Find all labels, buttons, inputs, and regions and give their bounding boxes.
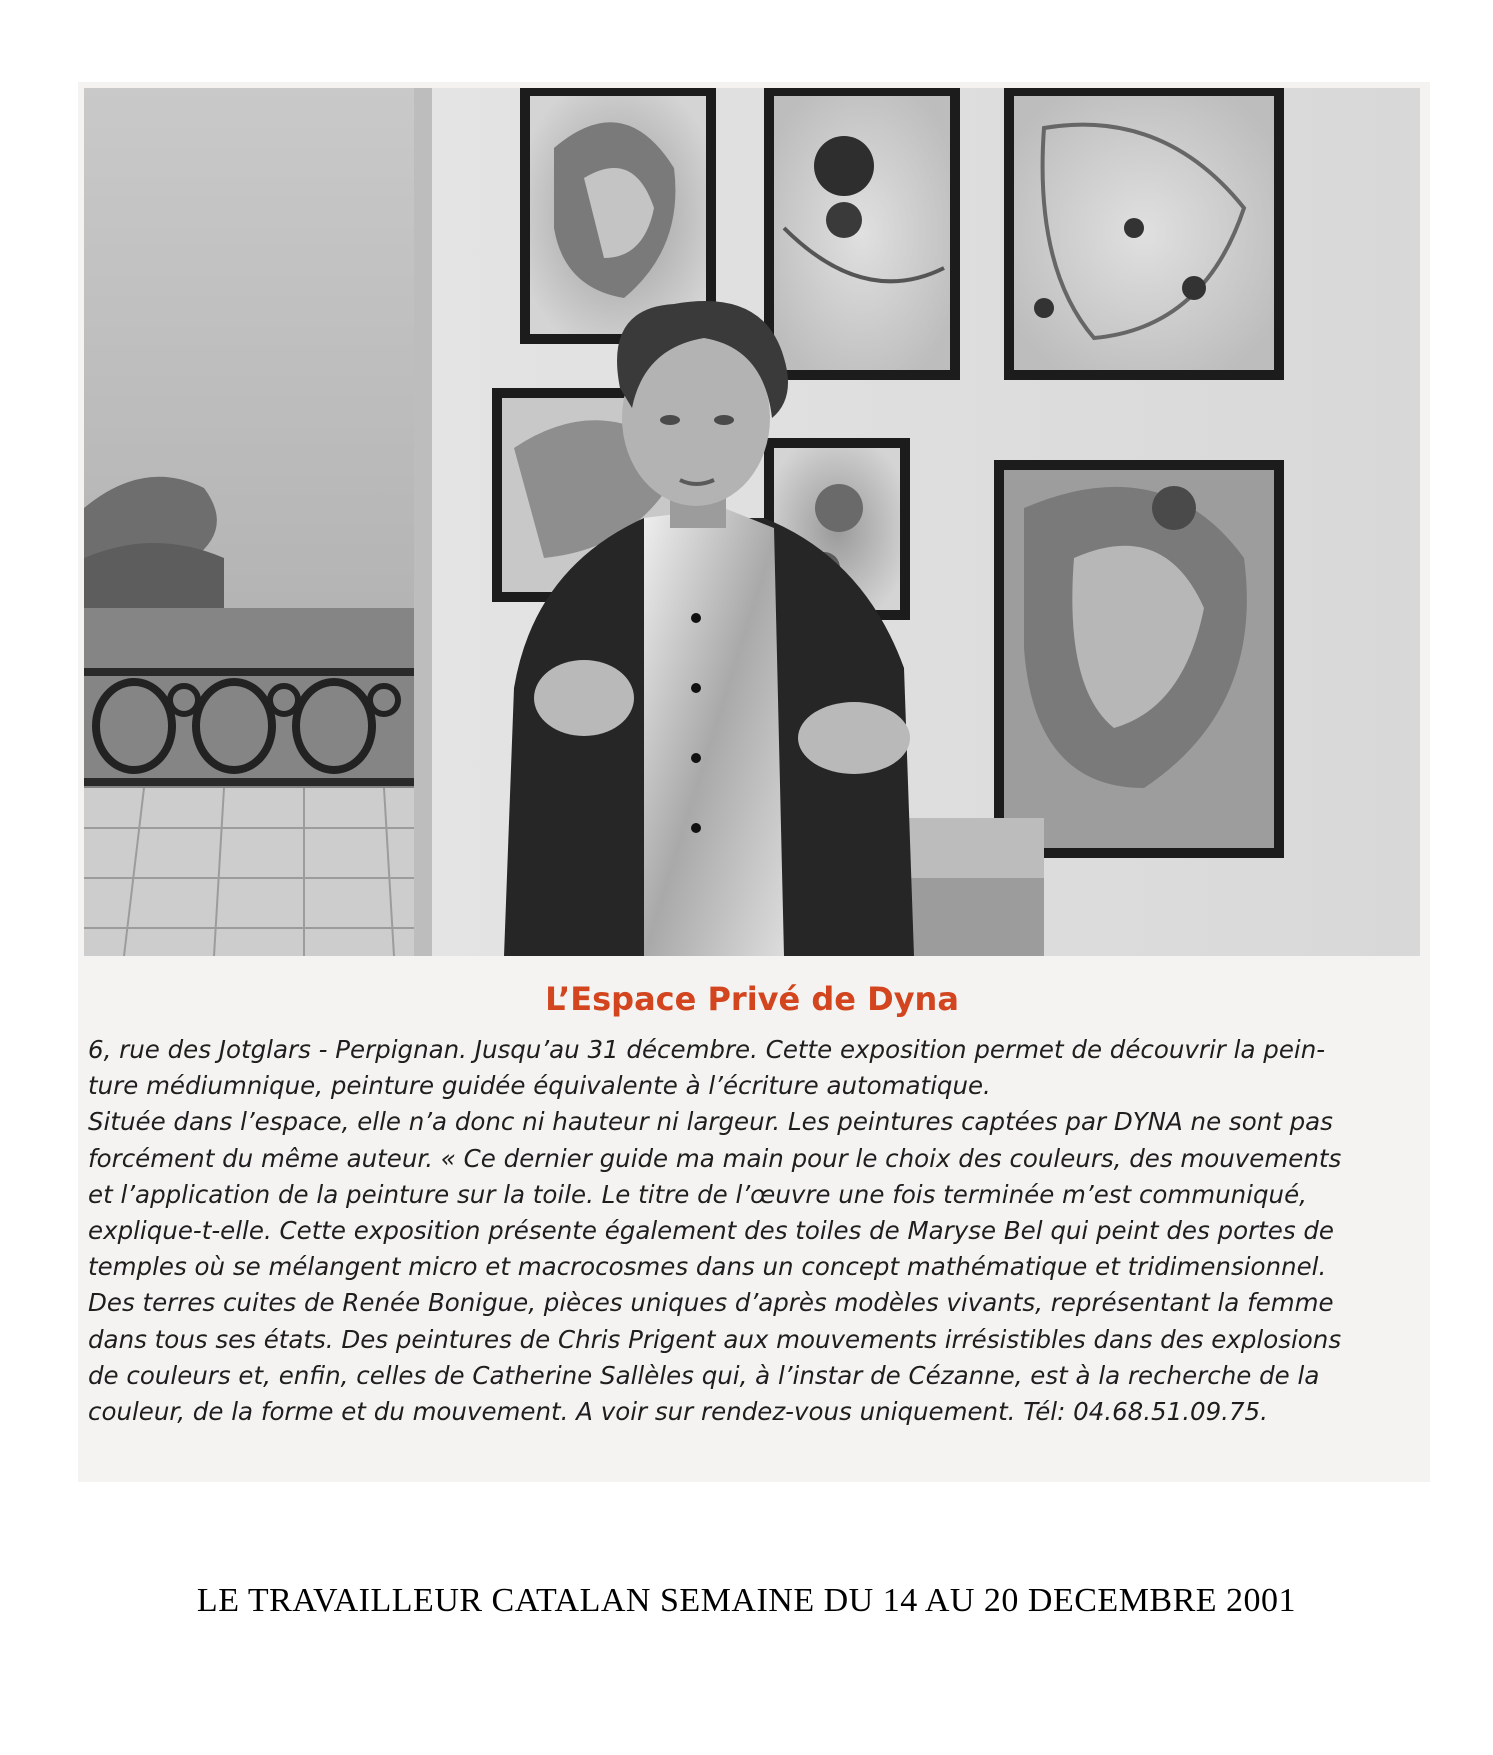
article-line: explique-t-elle. Cette exposition présente également des toiles de Maryse Bel qui peint des portes de	[88, 1216, 1335, 1246]
article-line: couleur, de la forme et du mouvement. A voir sur rendez-vous uniquement. Tél: 04.68.51.09.75.	[88, 1397, 1268, 1427]
article-line: temples où se mélangent micro et macrocosmes dans un concept mathématique et tridimensionnel.	[88, 1252, 1327, 1282]
article-line: Située dans l’espace, elle n’a donc ni hauteur ni largeur. Les peintures captées par DYNA ne sont pas	[88, 1107, 1333, 1137]
article-line: dans tous ses états. Des peintures de Chris Prigent aux mouvements irrésistibles dans des explosions	[88, 1324, 1342, 1354]
article-line: et l’application de la peinture sur la toile. Le titre de l’œuvre une fois terminée m’est communiqué,	[88, 1179, 1307, 1209]
exhibition-photo	[84, 88, 1420, 956]
article-line: forcément du même auteur. « Ce dernier guide ma main pour le choix des couleurs, des mouvements	[88, 1143, 1342, 1173]
article-line: ture médiumnique, peinture guidée équivalente à l’écriture automatique.	[88, 1071, 991, 1101]
article-line: de couleurs et, enfin, celles de Catherine Sallèles qui, à l’instar de Cézanne, est à la recherche de la	[88, 1360, 1320, 1390]
painting-bottom-right	[994, 460, 1284, 858]
source-caption: LE TRAVAILLEUR CATALAN SEMAINE DU 14 AU 20 DECEMBRE 2001	[196, 1582, 1297, 1619]
article-body	[88, 1032, 1418, 1430]
painting-top-right	[1004, 88, 1284, 380]
article-line: 6, rue des Jotglars - Perpignan. Jusqu’au 31 décembre. Cette exposition permet de découvrir la pein-	[88, 1035, 1326, 1064]
photo-illustration	[84, 88, 1420, 956]
painting-top-center	[764, 88, 960, 380]
article-headline: L’Espace Privé de Dyna	[545, 980, 959, 1018]
mural-painting	[84, 88, 432, 956]
article-line: Des terres cuites de Renée Bonigue, pièces uniques d’après modèles vivants, représentant la femme	[88, 1288, 1334, 1318]
